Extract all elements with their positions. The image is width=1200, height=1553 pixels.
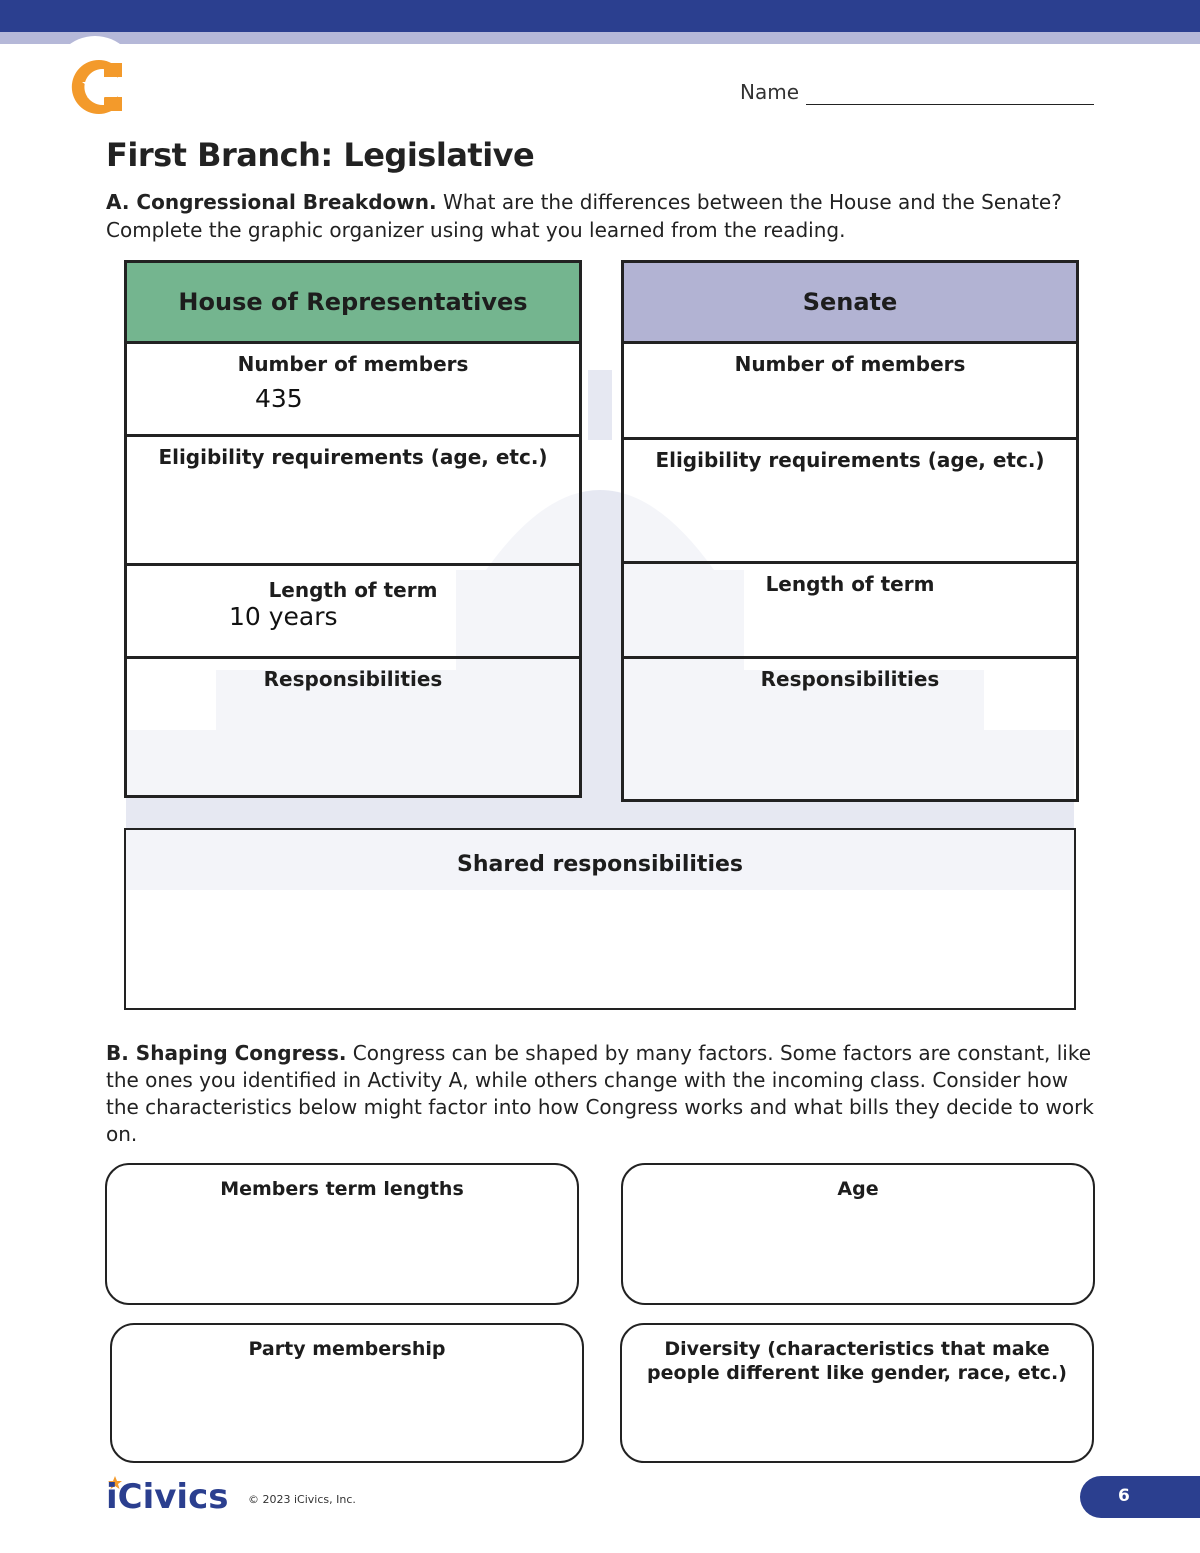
senate-members-label: Number of members	[734, 352, 966, 376]
senate-heading: Senate	[624, 263, 1076, 344]
term-lengths-box[interactable]	[105, 1163, 579, 1305]
house-responsibilities-cell[interactable]	[127, 659, 579, 792]
house-eligibility-label: Eligibility requirements (age, etc.)	[158, 445, 548, 469]
house-members-label: Number of members	[237, 352, 469, 376]
footer-copyright: © 2023 iCivics, Inc.	[248, 1493, 356, 1506]
house-eligibility-cell[interactable]	[127, 437, 579, 566]
footer-brand: iCivics	[106, 1477, 229, 1514]
name-field[interactable]	[806, 104, 1094, 105]
senate-column	[621, 260, 1079, 802]
house-responsibilities-label: Responsibilities	[263, 667, 443, 691]
section-a-text: What are the differences between the House and the Senate? Complete the graphic organizer using what you learned from the reading.	[106, 190, 1062, 242]
icivics-star-logo-icon	[68, 58, 122, 116]
senate-term-cell[interactable]	[624, 564, 1076, 659]
diversity-box[interactable]	[620, 1323, 1094, 1463]
age-box[interactable]	[621, 1163, 1095, 1305]
house-term-cell[interactable]	[127, 566, 579, 659]
party-membership-label: Party membership	[248, 1338, 446, 1360]
senate-eligibility-label: Eligibility requirements (age, etc.)	[655, 448, 1045, 472]
page-title: First Branch: Legislative	[106, 136, 535, 174]
section-a-instructions	[106, 188, 1106, 244]
top-banner-stripe	[0, 32, 1200, 44]
shared-responsibilities-box[interactable]	[124, 828, 1076, 1010]
house-term-label: Length of term	[268, 578, 438, 602]
age-label: Age	[837, 1178, 879, 1200]
term-lengths-label: Members term lengths	[220, 1178, 464, 1200]
section-b-instructions	[106, 1040, 1096, 1148]
section-b-text: Congress can be shaped by many factors. Some factors are constant, like the ones you identified in Activity A, while others change with the incoming class. Consider how the characteristics below might factor into how Congress works and what bills they decide to work on.	[106, 1041, 1094, 1146]
senate-term-label: Length of term	[765, 572, 935, 596]
house-members-answer: 435	[255, 384, 303, 413]
senate-responsibilities-cell[interactable]	[624, 659, 1076, 796]
diversity-label: Diversity (characteristics that make people different like gender, race, etc.)	[647, 1338, 1067, 1384]
icivics-footer-logo	[106, 1474, 242, 1514]
top-banner	[0, 0, 1200, 32]
name-label: Name	[740, 80, 800, 104]
senate-responsibilities-label: Responsibilities	[760, 667, 940, 691]
page-number: 6	[1118, 1486, 1130, 1506]
senate-members-cell[interactable]	[624, 344, 1076, 440]
section-b-lead: B. Shaping Congress.	[106, 1041, 347, 1065]
senate-eligibility-cell[interactable]	[624, 440, 1076, 564]
house-heading: House of Representatives	[127, 263, 579, 344]
section-a-lead: A. Congressional Breakdown.	[106, 190, 437, 214]
house-term-answer: 10 years	[229, 602, 338, 631]
page-number-pill	[1080, 1476, 1200, 1518]
party-membership-box[interactable]	[110, 1323, 584, 1463]
house-column	[124, 260, 582, 798]
house-members-cell[interactable]	[127, 344, 579, 437]
shared-responsibilities-label: Shared responsibilities	[457, 852, 743, 877]
